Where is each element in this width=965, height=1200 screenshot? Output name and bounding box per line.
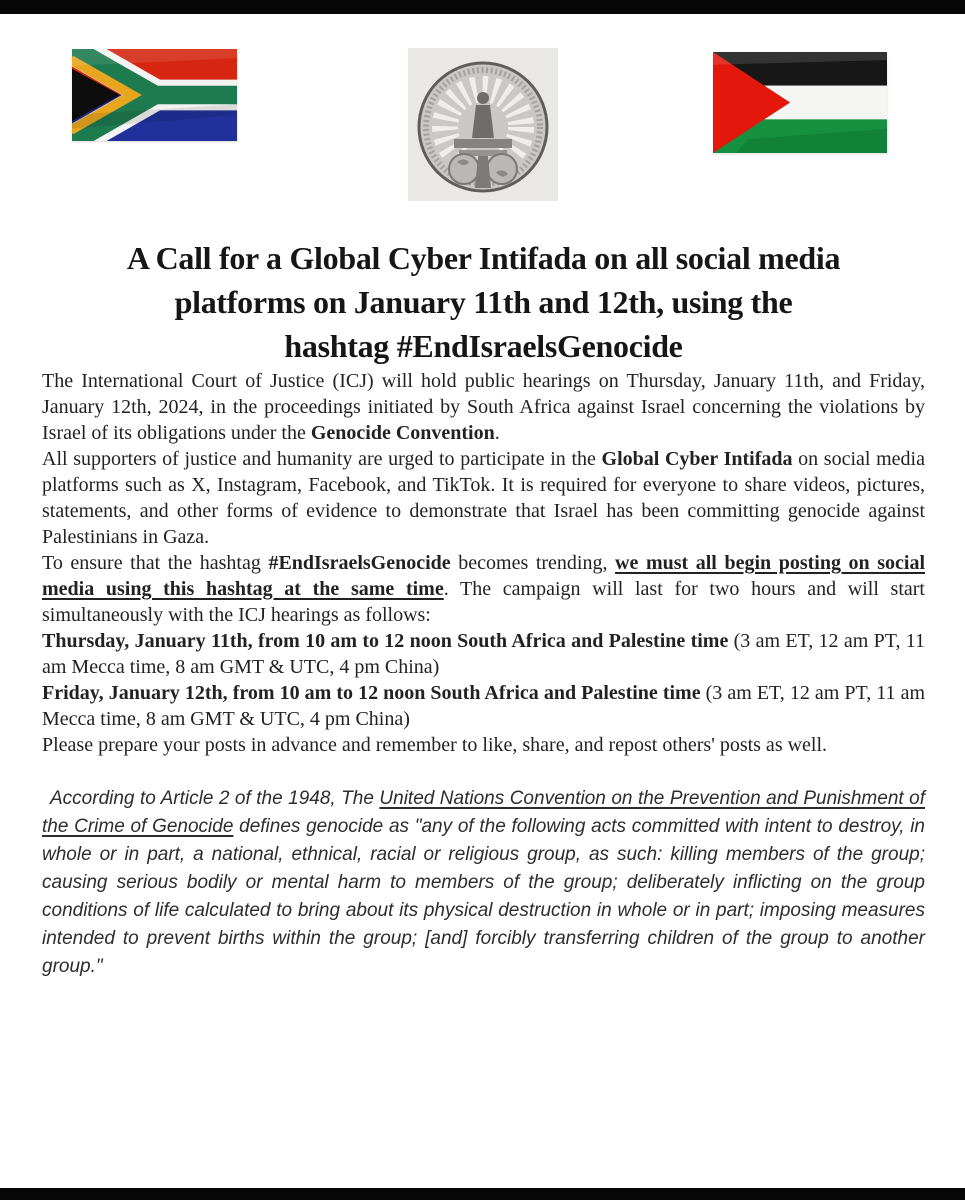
page-title [42,236,925,368]
paragraph-prepare-posts [42,732,925,758]
paragraph-icj-hearings [42,368,925,446]
p3-text-mid: becomes trending, [450,552,616,574]
p1-text: The International Court of Justice (ICJ) will hold public hearings on Thursday, January 11th, and Friday, January 12th, 2024, in the proceedings initiated by South Africa against Israel concerning the violations by Israel of its obligations under the [42,370,925,444]
p6-text: Please prepare your posts in advance and remember to like, share, and repost others' posts as well. [42,734,828,756]
paragraph-genocide-definition [42,785,925,981]
top-black-bar [0,0,965,14]
p3-bold-underline-same-time: we must all begin posting on social media using this hashtag at the same time [42,552,925,600]
paragraph-call-to-participate [42,446,925,550]
p3-hashtag: #EndIsraelsGenocide [268,552,451,574]
p2-text: All supporters of justice and humanity are urged to participate in the [42,448,602,470]
p3-text: To ensure that the hashtag [42,552,269,574]
bottom-black-bar [0,1188,965,1200]
p7-text: According to Article 2 of the 1948, The [50,788,380,809]
p3-text-rest: . The campaign will last for two hours and will start simultaneously with the ICJ hearings as follows: [42,578,925,626]
palestine-flag-image [713,52,887,153]
south-africa-flag-graphic [72,49,237,141]
header-images [0,14,965,226]
south-africa-flag-image [72,49,237,141]
p7-underline-un-convention: United Nations Convention on the Prevention and Punishment of the Crime of Genocide [42,788,925,837]
title-line-2: platforms on January 11th and 12th, using the [174,284,793,320]
p5-timezones: (3 am ET, 12 am PT, 11 am Mecca time, 8 am GMT & UTC, 4 pm China) [42,682,925,730]
paragraph-thursday-schedule [42,628,925,680]
paragraph-hashtag-instructions [42,550,925,628]
title-line-1: A Call for a Global Cyber Intifada on all social media [126,240,841,276]
icj-seal-image [408,48,558,206]
p7-text-rest: defines genocide as "any of the following acts committed with intent to destroy, in whole or in part, a national, ethnical, racial or religious group, as such: killing members of the group; causing serious bodily or mental harm to members of the group; deliberately inflicting on the group conditions of life calculated to bring about its physical destruction in whole or in part; imposing measures intended to prevent births within the group; [and] forcibly transferring children of the group to another group." [42,816,926,977]
p4-bold-thursday: Thursday, January 11th, from 10 am to 12 noon South Africa and Palestine time [42,630,729,652]
p5-bold-friday: Friday, January 12th, from 10 am to 12 noon South Africa and Palestine time [42,682,701,704]
p4-timezones: (3 am ET, 12 am PT, 11 am Mecca time, 8 am GMT & UTC, 4 pm China) [42,630,925,678]
icj-seal-graphic [408,48,558,201]
p2-text-rest: on social media platforms such as X, Instagram, Facebook, and TikTok. It is required for everyone to share videos, pictures, statements, and other forms of evidence to demonstrate that Israel has been committing genocide against Palestinians in Gaza. [42,448,925,548]
p2-bold-global-cyber-intifada: Global Cyber Intifada [601,448,793,470]
palestine-flag-graphic [713,52,887,153]
document-body [42,226,925,1000]
p1-bold-genocide-convention: Genocide Convention [310,422,495,444]
p1-period: . [494,422,500,444]
paragraph-friday-schedule [42,680,925,732]
title-line-3: hashtag #EndIsraelsGenocide [284,328,683,364]
